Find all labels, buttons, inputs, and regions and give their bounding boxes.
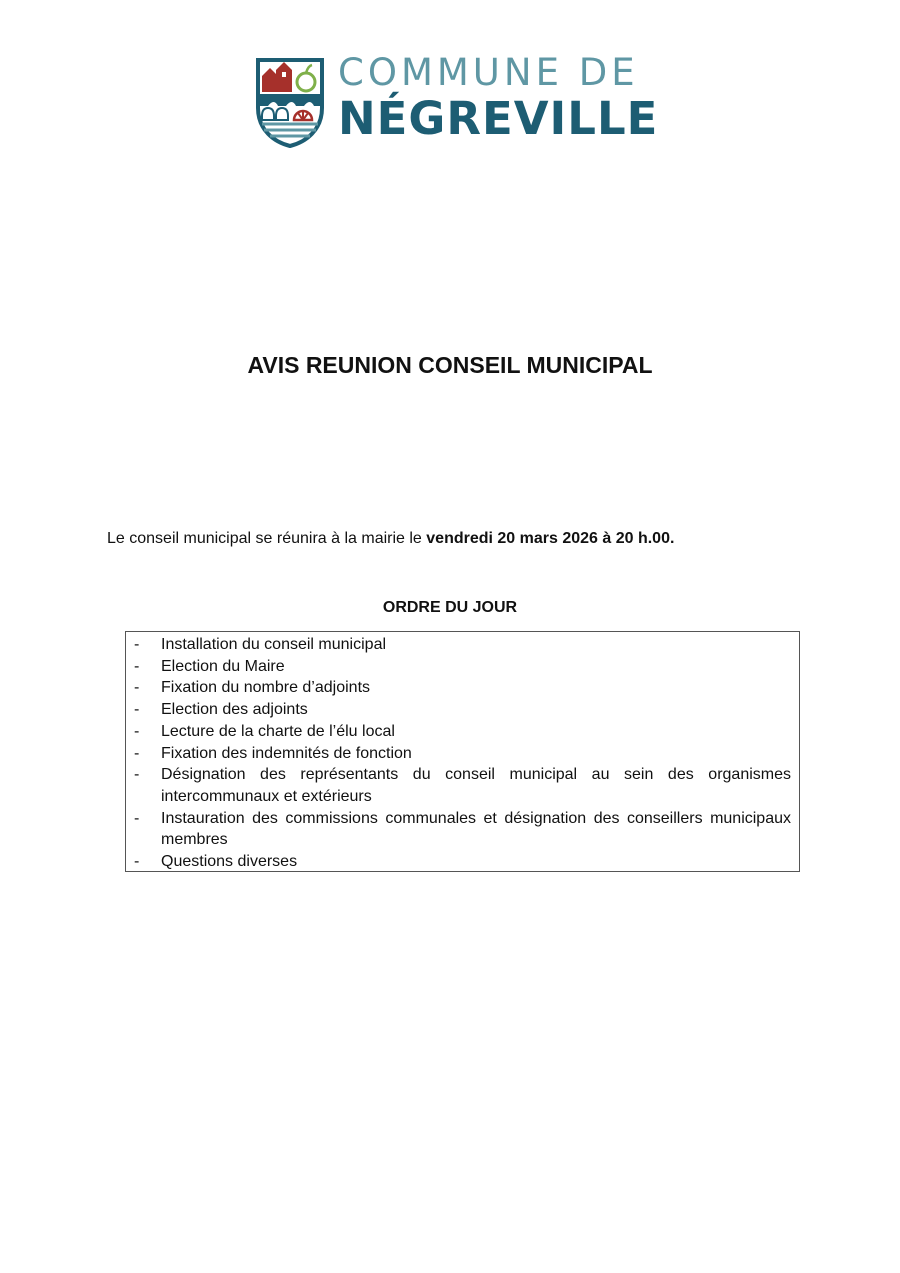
bullet-dash: - xyxy=(134,657,140,675)
agenda-list xyxy=(134,634,791,873)
bullet-dash: - xyxy=(134,701,140,719)
agenda-item xyxy=(134,851,791,873)
meeting-date: vendredi 20 mars 2026 à 20 h.00. xyxy=(426,530,675,547)
agenda-item-text: Fixation du nombre d’adjoints xyxy=(161,679,371,697)
agenda-item-text: Fixation des indemnités de fonction xyxy=(161,744,412,762)
logo-line-negreville: NÉGREVILLE xyxy=(338,92,659,145)
bullet-dash: - xyxy=(134,766,140,784)
agenda-item xyxy=(134,808,791,851)
agenda-item xyxy=(134,634,791,656)
agenda-item-text: Election des adjoints xyxy=(161,701,308,719)
commune-logo xyxy=(252,51,659,152)
agenda-item xyxy=(134,764,791,807)
agenda-item xyxy=(134,743,791,765)
shield-emblem-icon xyxy=(254,56,326,148)
meeting-announcement xyxy=(107,528,827,550)
bullet-dash: - xyxy=(134,679,140,697)
agenda-item xyxy=(134,656,791,678)
agenda-item-text: Lecture de la charte de l’élu local xyxy=(161,722,395,740)
bullet-dash: - xyxy=(134,809,140,827)
agenda-item-text: Désignation des représentants du conseil municipal au sein des organismes intercommunaux et extérieurs xyxy=(161,766,791,805)
announcement-text: Le conseil municipal se réunira à la mairie le xyxy=(107,530,427,547)
bullet-dash: - xyxy=(134,636,140,653)
agenda-item-text: Installation du conseil municipal xyxy=(161,636,387,653)
agenda-item xyxy=(134,699,791,721)
agenda-item xyxy=(134,721,791,743)
bullet-dash: - xyxy=(134,722,140,740)
page-title: AVIS REUNION CONSEIL MUNICIPAL xyxy=(247,352,653,378)
agenda-box xyxy=(125,631,800,872)
agenda-heading: ORDRE DU JOUR xyxy=(382,599,518,616)
bullet-dash: - xyxy=(134,744,140,762)
logo-line-commune-de: COMMUNE DE xyxy=(338,51,639,94)
agenda-item-text: Instauration des commissions communales et désignation des conseillers municipaux membres xyxy=(161,809,791,849)
agenda-item xyxy=(134,677,791,699)
agenda-item-text: Questions diverses xyxy=(161,853,298,871)
agenda-item-text: Election du Maire xyxy=(161,657,285,675)
bullet-dash: - xyxy=(134,853,140,871)
